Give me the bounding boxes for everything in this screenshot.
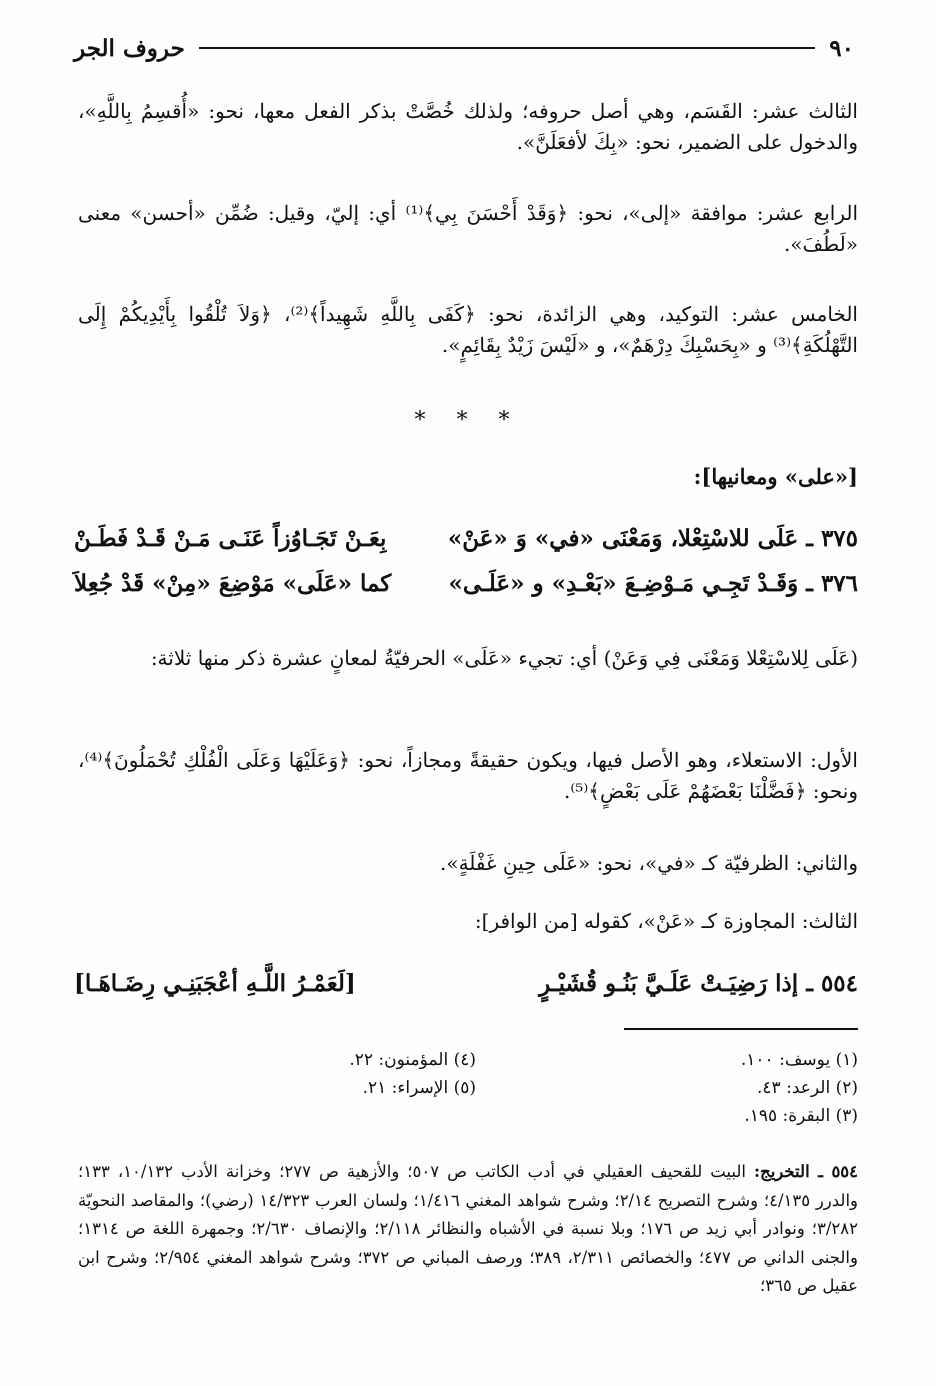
commentary-third-meaning: الثالث: المجاوزة كـ «عَنْ»، كقوله [من الوافر]: — [474, 909, 858, 933]
verse-375 — [74, 518, 858, 558]
paragraph-thirteenth: الثالث عشر: القَسَم، وهي أصل حروفه؛ ولذلك خُصَّتْ بذكر الفعل معها، نحو: «أُقسِمُ بِاللَّهِ»، والدخول على الضمير، نحو: «بِكَ لأفعَلَنَّ». — [78, 99, 858, 154]
commentary-first-meaning: الأول: الاستعلاء، وهو الأصل فيها، ويكون حقيقةً ومجازاً، نحو: ﴿وَعَلَيْهَا وَعَلَى الْفُلْكِ تُحْمَلُونَ﴾⁽⁴⁾، ونحو: ﴿فَضَّلْنَا بَعْضَهُمْ عَلَى بَعْضٍ﴾⁽⁵⁾. — [78, 748, 858, 803]
footnotes-column-2 — [349, 1046, 476, 1102]
verse-376 — [74, 563, 858, 603]
footnotes-column-1 — [741, 1046, 858, 1130]
verse-375-first-hemistich: ٣٧٥ ـ عَلَى للاسْتِعْلا، وَمَعْنَى «في» وَ «عَنْ» — [447, 524, 858, 552]
commentary-second-meaning: والثاني: الظرفيّة كـ «في»، نحو: «عَلَى حِينِ غَفْلَةٍ». — [439, 851, 858, 875]
takhrij-note — [78, 1158, 858, 1301]
header-rule — [199, 47, 815, 49]
paragraph-fifteenth: الخامس عشر: التوكيد، وهي الزائدة، نحو: ﴿كَفَى بِاللَّهِ شَهِيداً﴾⁽²⁾، ﴿وَلاَ تُلْقُوا بِأَيْدِيكُمْ إِلَى التَّهْلُكَةِ﴾⁽³⁾ و «بِحَسْبِكَ دِرْهَمٌ»، و «لَيْسَ زَيْدٌ بِقَائِمٍ». — [78, 302, 858, 357]
verse-376-first-hemistich: ٣٧٦ ـ وَقَـدْ تَجِـي مَـوْضِـعَ «بَعْـدِ» و «عَلَـى» — [448, 569, 858, 597]
footnote-4: (٤) المؤمنون: ٢٢. — [349, 1050, 476, 1070]
footnote-1: (١) يوسف: ١٠٠. — [740, 1050, 858, 1070]
footnote-5: (٥) الإسراء: ٢١. — [362, 1078, 476, 1098]
poem-554-first-hemistich: ٥٥٤ ـ إذا رَضِيَـتْ عَلَـيَّ بَنُـو قُشَيْـرٍ — [539, 969, 858, 997]
poem-554-second-hemistich: [لَعَمْـرُ اللَّـهِ أعْجَبَنِـي رِضَـاهَـا] — [74, 969, 356, 997]
section-separator: * * * — [414, 408, 522, 433]
footnote-rule — [624, 1028, 858, 1030]
page-number: ٩٠ — [829, 34, 854, 62]
takhrij-text: البيت للقحيف العقيلي في أدب الكاتب ص ٥٠٧؛ والأزهية ص ٢٧٧؛ وخزانة الأدب ١٠/١٣٢، ١٣٣؛ والدرر ٤/١٣٥؛ وشرح التصريح ٢/١٤؛ وشرح شواهد المغني ١/٤١٦؛ ولسان العرب ١٤/٣٢٣ (رضي)؛ والمقاصد النحويّة ٣/٢٨٢؛ ونوادر أبي زيد ص ١٧٦؛ وبلا نسبة في الأشباه والنظائر ٢/١١٨؛ والإنصاف ٢/٦٣٠؛ وجمهرة اللغة ص ١٣١٤؛ والجنى الداني ص ٤٧٧؛ والخصائص ٢/٣١١، ٣٨٩؛ ورصف المباني ص ٣٧٢؛ وشرح شواهد المغني ٢/٩٥٤؛ وشرح ابن عقيل ص ٣٦٥؛ — [78, 1162, 859, 1295]
section-heading: [«على» ومعانيها]: — [693, 464, 858, 489]
takhrij-label: ٥٥٤ ـ التخريج: — [753, 1162, 859, 1181]
footnote-3: (٣) البقرة: ١٩٥. — [744, 1106, 858, 1126]
page-header — [74, 28, 854, 68]
poem-554 — [74, 963, 858, 1003]
paragraph-fourteenth: الرابع عشر: موافقة «إلى»، نحو: ﴿وَقَدْ أَحْسَنَ بِي﴾⁽¹⁾ أي: إليّ، وقيل: ضُمِّن «أحسن» معنى «لَطُفَ». — [78, 201, 859, 256]
footnote-2: (٢) الرعد: ٤٣. — [757, 1078, 858, 1098]
running-title: حروف الجر — [74, 34, 185, 62]
commentary-intro: (عَلَى لِلاسْتِعْلا وَمَعْنَى فِي وَعَنْ) أي: تجيء «عَلَى» الحرفيّةُ لمعانٍ عشرة ذكر منها ثلاثة: — [150, 646, 858, 670]
verse-375-second-hemistich: بِعَـنْ تَجَـاوُزاً عَنَـى مَـنْ قَـدْ فَطَـنْ — [74, 524, 387, 552]
verse-376-second-hemistich: كما «عَلَى» مَوْضِعَ «مِنْ» قَدْ جُعِلاَ — [74, 569, 392, 597]
